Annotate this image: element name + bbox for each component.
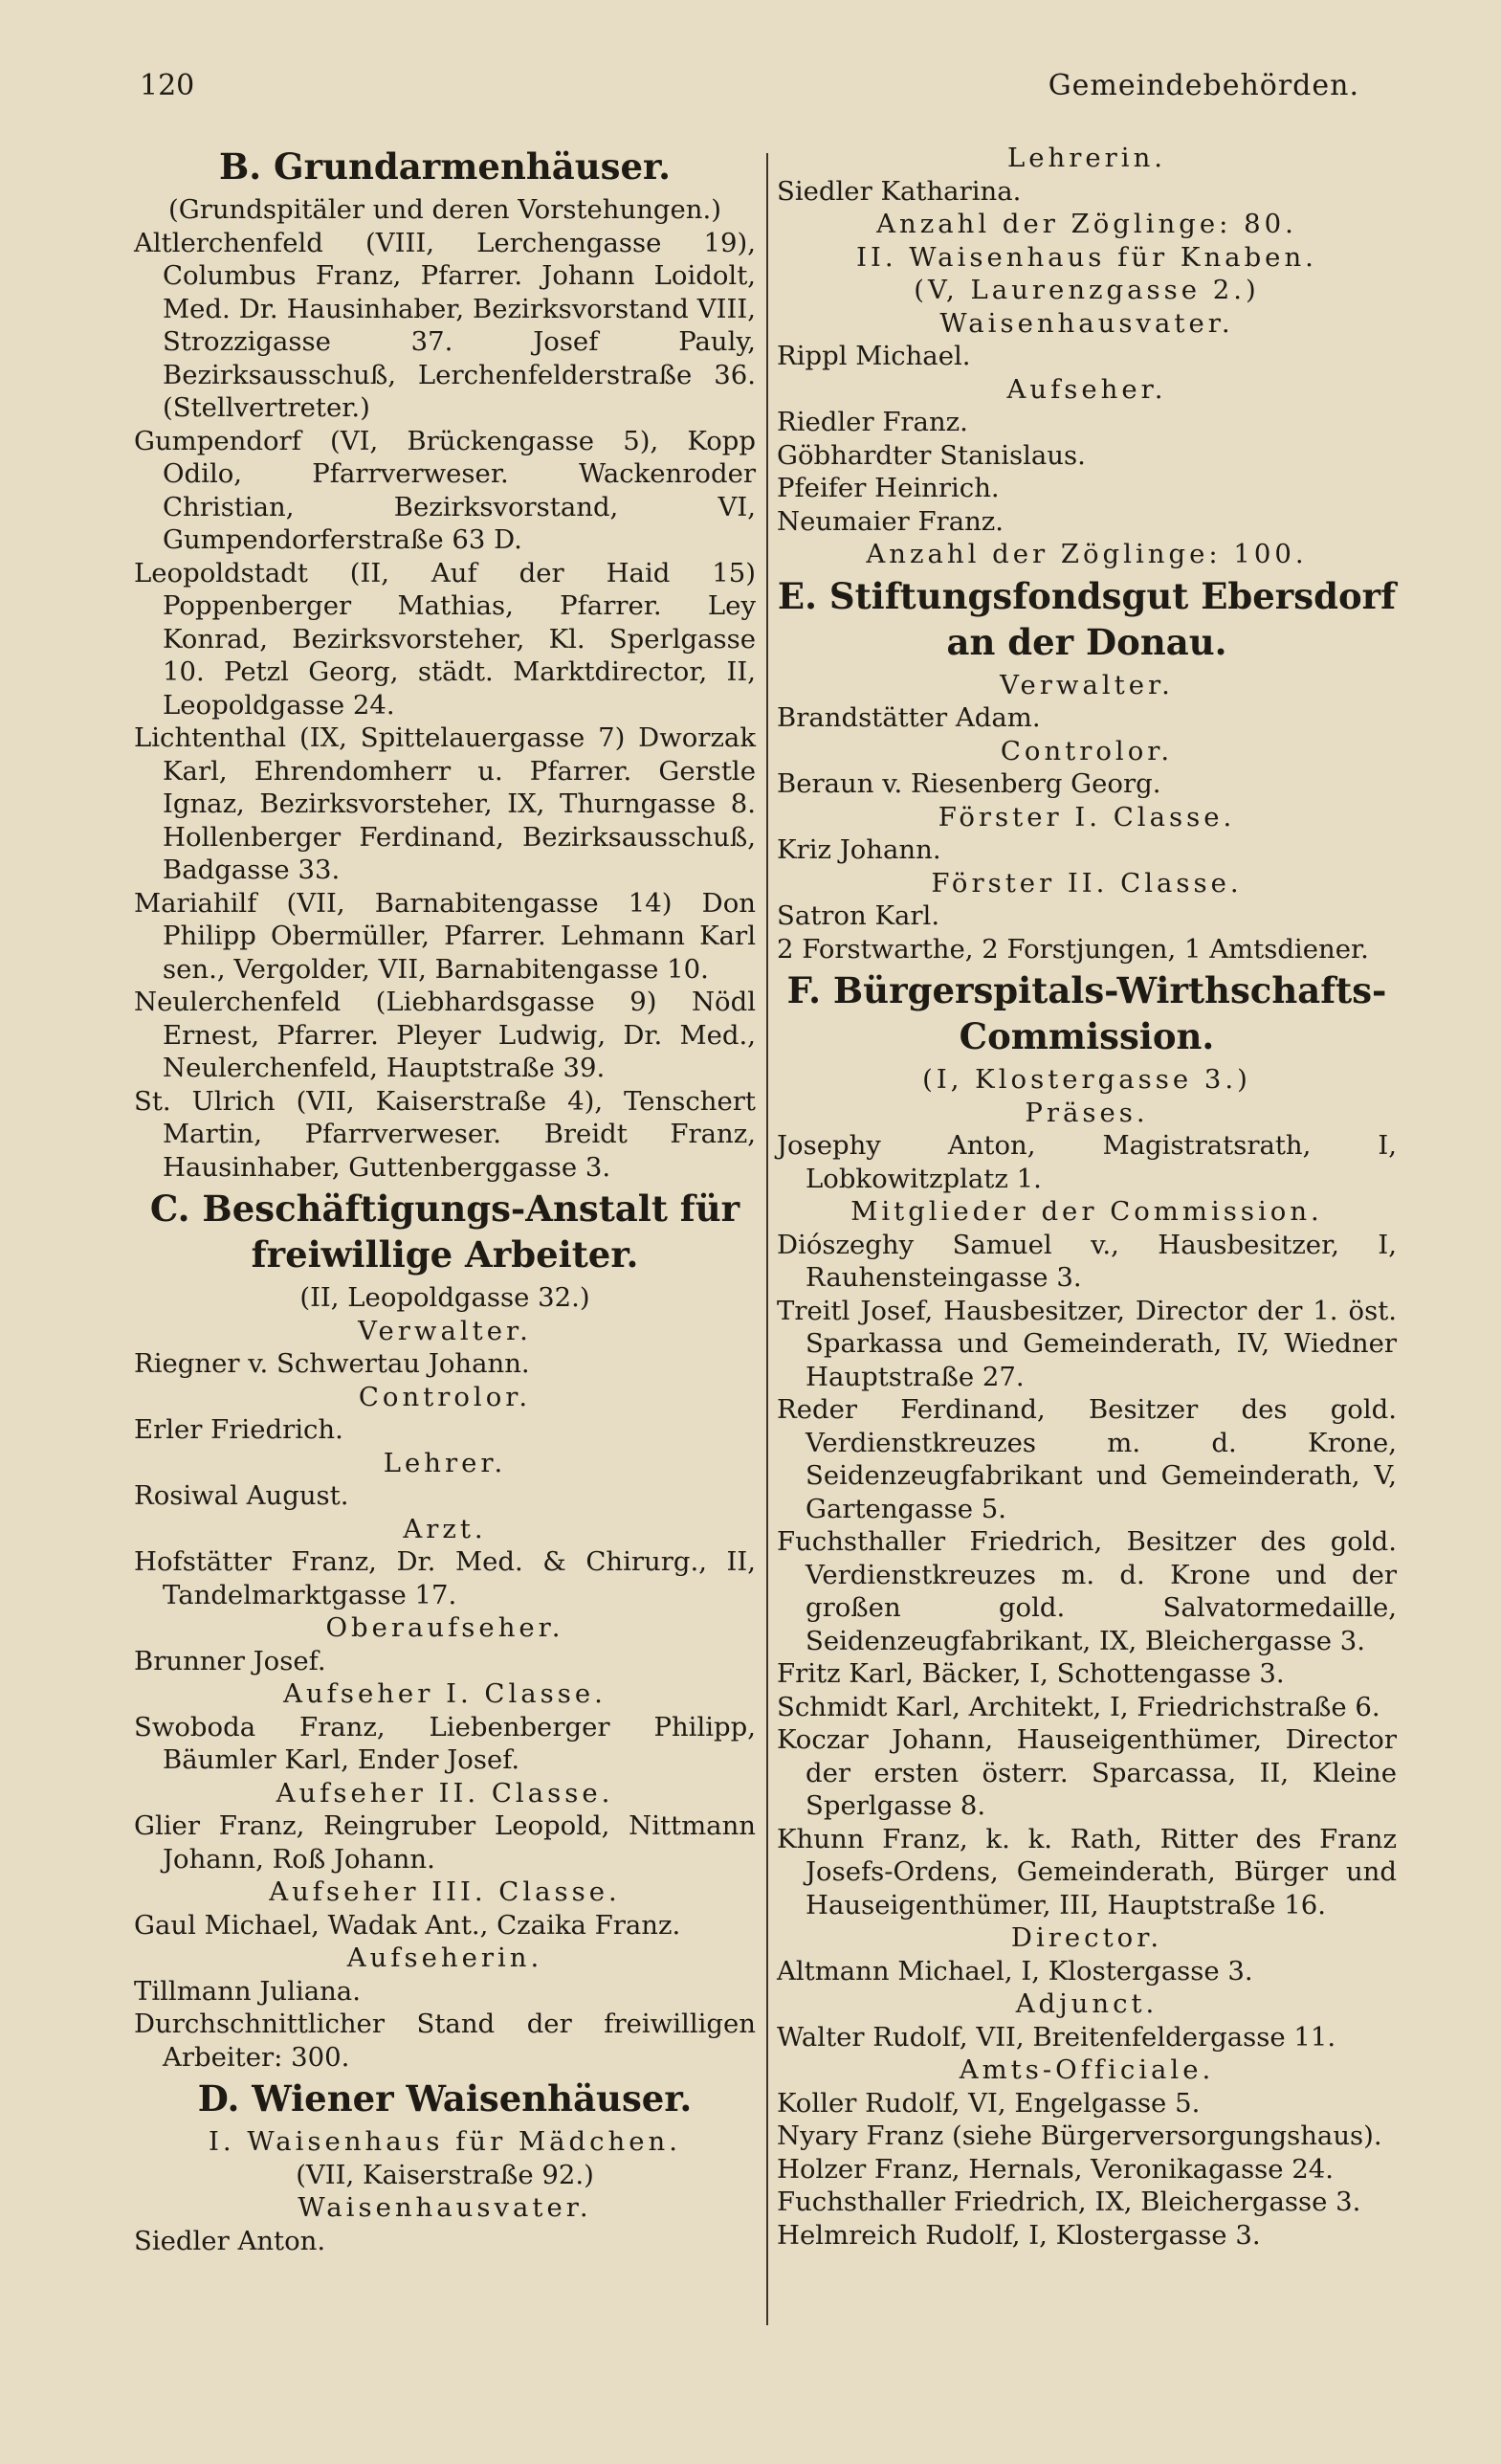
- role-heading: Förster II. Classe.: [931, 867, 1243, 899]
- list-item: Schmidt Karl, Architekt, I, Friedrichstraße 6.: [777, 1691, 1380, 1722]
- role-heading: Aufseher III. Classe.: [269, 1876, 621, 1907]
- list-item: Brunner Josef.: [134, 1645, 326, 1676]
- section-d-continued: [777, 142, 1397, 571]
- list-item: Neumaier Franz.: [777, 505, 1004, 537]
- left-column: [134, 142, 756, 2257]
- section-c-address: (II, Leopoldgasse 32.): [299, 1282, 590, 1313]
- list-item: Koller Rudolf, VI, Engelgasse 5.: [777, 2087, 1201, 2119]
- role-heading: Amts-Officiale.: [959, 2054, 1215, 2085]
- list-item: Mariahilf (VII, Barnabitengasse 14) Don Philipp Obermüller, Pfarrer. Lehmann Karl sen., Vergolder, VII, Barnabitengasse 10.: [134, 887, 756, 985]
- role-heading: Förster I. Classe.: [938, 801, 1236, 832]
- role-heading: Waisenhausvater.: [939, 307, 1234, 339]
- list-item: Gumpendorf (VI, Brückengasse 5), Kopp Odilo, Pfarrverweser. Wackenroder Christian, Bezirksvorstand, VI, Gumpendorferstraße 63 D.: [134, 425, 756, 555]
- section-d-title: D. Wiener Waisenhäuser.: [197, 2077, 693, 2120]
- role-heading: Verwalter.: [358, 1315, 532, 1346]
- list-item: Rosiwal August.: [134, 1480, 349, 1511]
- section-c-title: C. Beschäftigungs-Anstalt für freiwillige Arbeiter.: [149, 1188, 740, 1276]
- section-f-title: F. Bürgerspitals-Wirthschafts-Commission.: [786, 969, 1387, 1057]
- list-item: Koczar Johann, Hauseigenthümer, Director der ersten österr. Sparcassa, II, Kleine Sperlgasse 8.: [777, 1724, 1397, 1821]
- role-heading: Aufseher II. Classe.: [276, 1777, 614, 1809]
- list-item: Hofstätter Franz, Dr. Med. & Chirurg., II, Tandelmarktgasse 17.: [134, 1546, 756, 1610]
- list-item: Helmreich Rudolf, I, Klostergasse 3.: [777, 2219, 1261, 2251]
- list-item: Riedler Franz.: [777, 407, 968, 437]
- list-item: Swoboda Franz, Liebenberger Philipp, Bäumler Karl, Ender Josef.: [134, 1711, 756, 1775]
- role-heading: Controlor.: [358, 1381, 532, 1412]
- list-item: Beraun v. Riesenberg Georg.: [777, 768, 1161, 799]
- list-item: Pfeifer Heinrich.: [777, 473, 1000, 503]
- list-item: Brandstätter Adam.: [777, 702, 1041, 733]
- role-heading: Anzahl der Zöglinge: 100.: [866, 539, 1308, 569]
- role-heading: Anzahl der Zöglinge: 80.: [876, 209, 1297, 239]
- list-item: Leopoldstadt (II, Auf der Haid 15) Poppenberger Mathias, Pfarrer. Ley Konrad, Bezirksvorsteher, Kl. Sperlgasse 10. Petzl Georg, städt. Marktdirector, II, Leopoldgasse 24.: [134, 557, 756, 721]
- list-item: Diószeghy Samuel v., Hausbesitzer, I, Rauhensteingasse 3.: [777, 1229, 1397, 1293]
- section-b-entries: [134, 227, 756, 1185]
- list-item: Gaul Michael, Wadak Ant., Czaika Franz.: [134, 1909, 681, 1941]
- list-item: Neulerchenfeld (Liebhardsgasse 9) Nödl Ernest, Pfarrer. Pleyer Ludwig, Dr. Med., Neulerchenfeld, Hauptstraße 39.: [134, 987, 756, 1083]
- list-item: Glier Franz, Reingruber Leopold, Nittmann Johann, Roß Johann.: [134, 1810, 756, 1875]
- role-heading: (I, Klostergasse 3.): [922, 1064, 1251, 1095]
- list-item: Holzer Franz, Hernals, Veronikagasse 24.: [777, 2153, 1335, 2185]
- section-f-lines: [777, 1063, 1397, 2252]
- role-heading: Director.: [1010, 1922, 1163, 1953]
- column-divider: [766, 153, 768, 2325]
- section-d-address: (VII, Kaiserstraße 92.): [296, 2159, 594, 2190]
- list-item: Lichtenthal (IX, Spittelauergasse 7) Dworzak Karl, Ehrendomherr u. Pfarrer. Gerstle Ignaz, Bezirksvorsteher, IX, Thurngasse 8. Hollenberger Ferdinand, Bezirksausschuß, Badgasse 33.: [134, 722, 756, 885]
- role-heading: Controlor.: [1000, 735, 1174, 766]
- role-heading: Aufseherin.: [346, 1942, 543, 1973]
- list-item: St. Ulrich (VII, Kaiserstraße 4), Tenschert Martin, Pfarrverweser. Breidt Franz, Hausinhaber, Guttenberggasse 3.: [134, 1085, 756, 1183]
- section-e-lines: [777, 669, 1397, 966]
- role-heading: Adjunct.: [1015, 1988, 1159, 2019]
- list-item: Josephy Anton, Magistratsrath, I, Lobkowitzplatz 1.: [777, 1130, 1397, 1194]
- list-item: Altmann Michael, I, Klostergasse 3.: [777, 1955, 1253, 1987]
- list-item: Khunn Franz, k. k. Rath, Ritter des Franz Josefs-Ordens, Gemeinderath, Bürger und Hauseigenthümer, III, Hauptstraße 16.: [777, 1823, 1397, 1920]
- list-item: Altlerchenfeld (VIII, Lerchengasse 19), Columbus Franz, Pfarrer. Johann Loidolt, Med. Dr. Hausinhaber, Bezirksvorstand VIII, Strozzigasse 37. Josef Pauly, Bezirksausschuß, Lerchenfelderstraße 36. (Stellvertreter.): [134, 227, 756, 423]
- section-b-title: B. Grundarmenhäuser.: [219, 145, 671, 188]
- role-heading: II. Waisenhaus für Knaben.: [856, 241, 1317, 273]
- role-heading: Aufseher.: [1006, 373, 1167, 405]
- list-item: Riegner v. Schwertau Johann.: [134, 1348, 530, 1379]
- list-item: 2 Forstwarthe, 2 Forstjungen, 1 Amtsdiener.: [777, 933, 1369, 965]
- list-item: Erler Friedrich.: [134, 1414, 343, 1445]
- list-item: Göbhardter Stanislaus.: [777, 439, 1086, 471]
- right-column: [777, 142, 1397, 2252]
- section-e-title: E. Stiftungsfondsgut Ebersdorf an der Donau.: [777, 574, 1397, 663]
- list-item: Reder Ferdinand, Besitzer des gold. Verdienstkreuzes m. d. Krone, Seidenzeugfabrikant und Gemeinderath, V, Gartengasse 5.: [777, 1394, 1397, 1524]
- list-item: Rippl Michael.: [777, 341, 971, 371]
- running-title: Gemeindebehörden.: [1048, 69, 1359, 102]
- section-d-role: Waisenhausvater.: [298, 2192, 592, 2223]
- section-b-subtitle: (Grundspitäler und deren Vorstehungen.): [168, 194, 721, 225]
- role-heading: Lehrer.: [383, 1447, 507, 1478]
- list-item: Durchschnittlicher Stand der freiwilligen Arbeiter: 300.: [134, 2009, 756, 2073]
- list-item: Tillmann Juliana.: [134, 1975, 361, 2007]
- list-item: Fuchsthaller Friedrich, IX, Bleichergasse 3.: [777, 2187, 1361, 2217]
- list-item: Fuchsthaller Friedrich, Besitzer des gold. Verdienstkreuzes m. d. Krone und der großen gold. Salvatormedaille, Seidenzeugfabrikant, IX, Bleichergasse 3.: [777, 1526, 1397, 1656]
- list-item: Nyary Franz (siehe Bürgerversorgungshaus).: [777, 2120, 1382, 2151]
- section-d-subheading: I. Waisenhaus für Mädchen.: [209, 2126, 681, 2157]
- role-heading: Verwalter.: [1000, 669, 1174, 700]
- role-heading: Aufseher I. Classe.: [283, 1678, 607, 1709]
- section-d-person: Siedler Anton.: [134, 2225, 326, 2256]
- role-heading: (V, Laurenzgasse 2.): [914, 275, 1260, 305]
- role-heading: Lehrerin.: [1006, 143, 1167, 173]
- list-item: Kriz Johann.: [777, 834, 941, 865]
- page-header: [136, 69, 1365, 117]
- list-item: Satron Karl.: [777, 900, 940, 931]
- list-item: Treitl Josef, Hausbesitzer, Director der 1. öst. Sparkassa und Gemeinderath, IV, Wiedner Hauptstraße 27.: [777, 1295, 1397, 1392]
- section-c-lines: [134, 1315, 756, 2075]
- role-heading: Oberaufseher.: [325, 1612, 564, 1643]
- role-heading: Mitglieder der Commission.: [850, 1196, 1323, 1227]
- list-item: Fritz Karl, Bäcker, I, Schottengasse 3.: [777, 1658, 1285, 1689]
- role-heading: Präses.: [1025, 1097, 1149, 1128]
- role-heading: Arzt.: [403, 1513, 487, 1544]
- list-item: Walter Rudolf, VII, Breitenfeldergasse 11.: [777, 2021, 1336, 2053]
- list-item: Siedler Katharina.: [777, 175, 1022, 207]
- page-number: 120: [140, 69, 195, 102]
